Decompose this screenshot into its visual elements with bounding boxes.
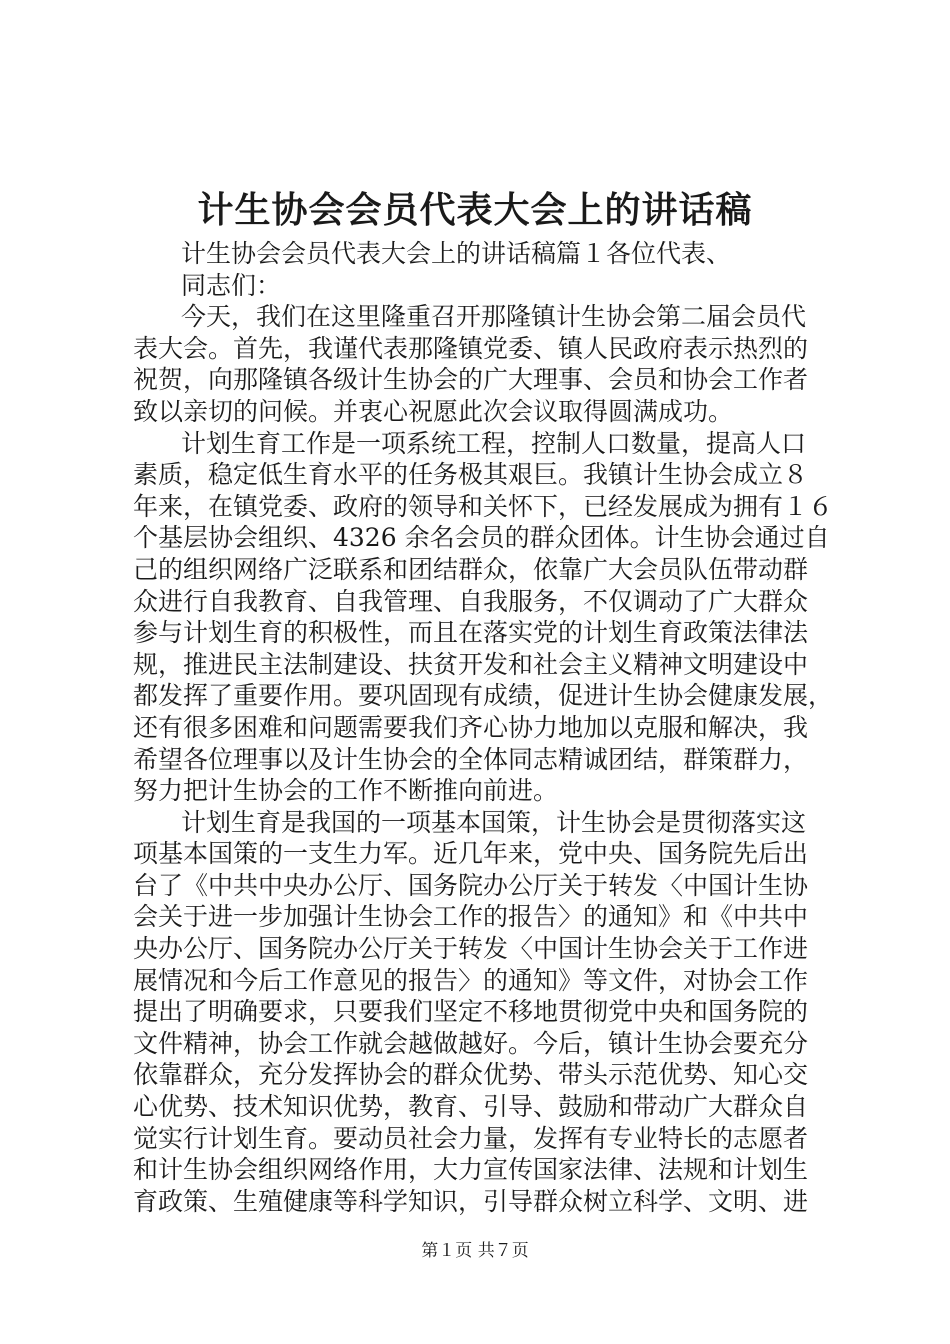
text-line: 计划生育工作是一项系统工程，控制人口数量，提高人口 (181, 428, 807, 458)
text-line: 祝贺，向那隆镇各级计生协会的广大理事、会员和协会工作者 (133, 365, 809, 395)
text-line: 表大会。首先，我谨代表那隆镇党委、镇人民政府表示热烈的 (133, 333, 809, 363)
text-line: 心优势、技术知识优势，教育、引导、鼓励和带动广大群众自 (133, 1092, 809, 1122)
text-line: 计生协会会员代表大会上的讲话稿篇１各位代表、 (181, 239, 732, 268)
document-body (133, 238, 833, 1217)
text-line: 众进行自我教育、自我管理、自我服务，不仅调动了广大群众 (133, 586, 809, 616)
document-title: 计生协会会员代表大会上的讲话稿 (197, 189, 753, 231)
text-line: 提出了明确要求，只要我们坚定不移地贯彻党中央和国务院的 (133, 997, 809, 1027)
text-line: 展情况和今后工作意见的报告〉的通知》等文件，对协会工作 (133, 965, 809, 995)
text-line: 努力把计生协会的工作不断推向前进。 (133, 776, 559, 806)
text-line: 和计生协会组织网络作用，大力宣传国家法律、法规和计划生 (133, 1155, 809, 1185)
text-line: 年来，在镇党委、政府的领导和关怀下，已经发展成为拥有１６ (133, 491, 834, 521)
text-line: 今天，我们在这里隆重召开那隆镇计生协会第二届会员代 (181, 302, 807, 332)
text-line: 都发挥了重要作用。要巩固现有成绩，促进计生协会健康发展， (133, 681, 834, 711)
text-line: 央办公厅、国务院办公厅关于转发〈中国计生协会关于工作进 (133, 934, 809, 964)
text-line: 还有很多困难和问题需要我们齐心协力地加以克服和解决，我 (133, 712, 809, 742)
text-line: 文件精神，协会工作就会越做越好。今后，镇计生协会要充分 (133, 1028, 809, 1058)
text-line: 致以亲切的问候。并衷心祝愿此次会议取得圆满成功。 (133, 396, 734, 426)
text-line: 素质，稳定低生育水平的任务极其艰巨。我镇计生协会成立８ (133, 460, 809, 490)
text-line: 个基层协会组织、4326 余名会员的群众团体。计生协会通过自 (133, 523, 830, 553)
text-line: 依靠群众，充分发挥协会的群众优势、带头示范优势、知心交 (133, 1060, 809, 1090)
text-line: 同志们： (181, 270, 282, 300)
page-footer: 第１页 共７页 (421, 1241, 529, 1261)
text-line: 己的组织网络广泛联系和团结群众，依靠广大会员队伍带动群 (133, 554, 809, 584)
text-line: 觉实行计划生育。要动员社会力量，发挥有专业特长的志愿者 (133, 1123, 809, 1153)
text-line: 规，推进民主法制建设、扶贫开发和社会主义精神文明建设中 (133, 649, 809, 679)
text-line: 台了《中共中央办公厅、国务院办公厅关于转发〈中国计生协 (133, 870, 809, 900)
text-line: 希望各位理事以及计生协会的全体同志精诚团结，群策群力， (133, 744, 809, 774)
text-line: 会关于进一步加强计生协会工作的报告〉的通知》和《中共中 (133, 902, 809, 932)
text-line: 育政策、生殖健康等科学知识，引导群众树立科学、文明、进 (133, 1186, 809, 1216)
text-line: 参与计划生育的积极性，而且在落实党的计划生育政策法律法 (133, 618, 809, 648)
text-line: 项基本国策的一支生力军。近几年来，党中央、国务院先后出 (133, 839, 809, 869)
text-line: 计划生育是我国的一项基本国策，计生协会是贯彻落实这 (181, 807, 807, 837)
